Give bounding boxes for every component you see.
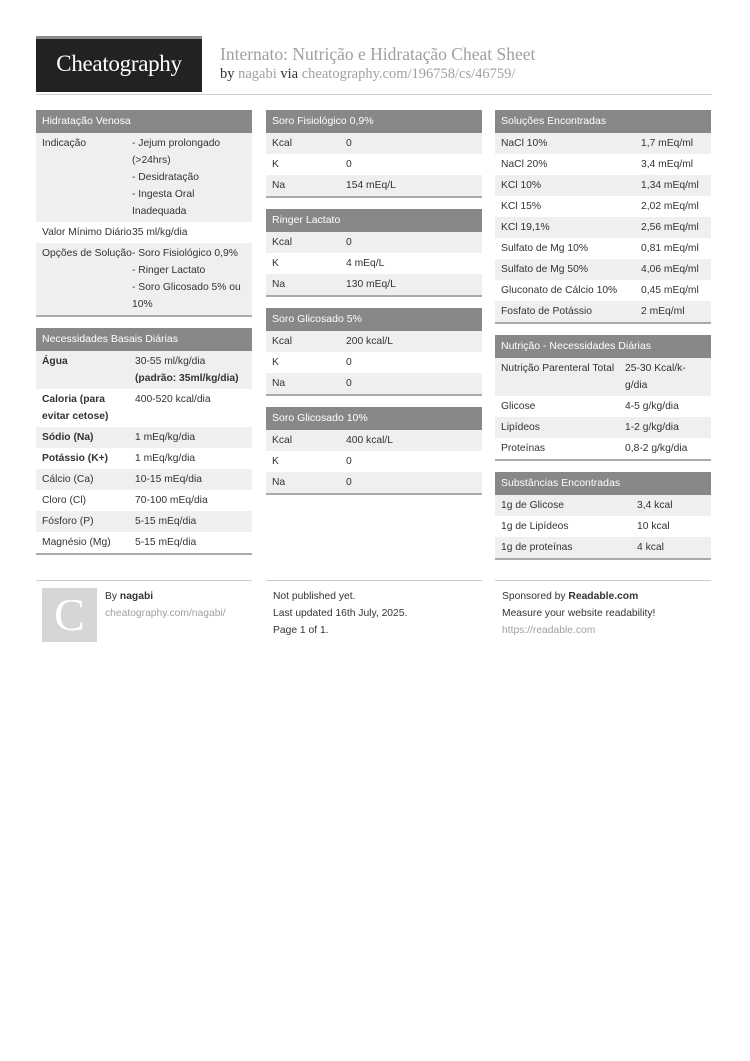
row-label: Kcal <box>272 237 293 248</box>
table-row <box>495 280 711 301</box>
row-value-line: 1-2 g/kg/dia <box>625 422 679 433</box>
table-row <box>266 232 482 253</box>
title-block <box>220 44 535 84</box>
section-title: Soro Glicosado 10% <box>266 407 482 430</box>
row-label: Magnésio (Mg) <box>42 537 111 548</box>
table-row <box>36 243 252 315</box>
table-row <box>495 133 711 154</box>
table-row <box>36 448 252 469</box>
row-label: Potássio (K+) <box>42 453 109 464</box>
row-value <box>637 518 705 535</box>
row-value <box>132 224 246 241</box>
table-row <box>266 175 482 196</box>
footer-author <box>105 588 255 622</box>
byline-by: by <box>220 66 235 82</box>
section-solucoes-encontradas <box>495 110 711 324</box>
section-ringer-lactato <box>266 209 482 297</box>
row-value <box>641 261 705 278</box>
row-label: KCl 15% <box>501 201 542 212</box>
page-title: Internato: Nutrição e Hidratação Cheat Sheet <box>220 44 536 64</box>
row-label: Opções de Solução <box>42 248 132 259</box>
row-value <box>641 282 705 299</box>
header-divider <box>36 94 712 95</box>
row-value-line: 0 <box>346 237 352 248</box>
row-value <box>135 450 246 467</box>
row-value-line: 200 kcal/L <box>346 336 393 347</box>
row-value <box>135 391 246 425</box>
row-value-line: 3,4 kcal <box>637 500 673 511</box>
column-1 <box>36 110 252 566</box>
row-value-line: 4 mEq/L <box>346 258 385 269</box>
footer-divider-2 <box>266 580 482 581</box>
table-row <box>495 196 711 217</box>
section-soro-fisiologico-0-9 <box>266 110 482 198</box>
row-value-line: 400-520 kcal/dia <box>135 394 211 405</box>
row-value-line: - Soro Glicosado 5% ou 10% <box>132 282 241 310</box>
row-label: Lipídeos <box>501 422 540 433</box>
table-row <box>36 532 252 553</box>
section-necessidades-basais-diarias <box>36 328 252 555</box>
section-title: Soro Fisiológico 0,9% <box>266 110 482 133</box>
row-value <box>641 219 705 236</box>
table-row <box>495 175 711 196</box>
row-label: Na <box>272 180 286 191</box>
row-label: Água <box>42 356 68 367</box>
section-rows <box>266 133 482 196</box>
row-value <box>641 177 705 194</box>
row-value-line: 130 mEq/L <box>346 279 396 290</box>
section-rows <box>36 133 252 315</box>
row-value <box>641 135 705 152</box>
row-value-line: 4,06 mEq/ml <box>641 264 699 275</box>
footer-author-link[interactable]: nagabi <box>119 591 154 602</box>
row-label: Kcal <box>272 138 293 149</box>
row-label: Kcal <box>272 435 293 446</box>
row-value-line: 35 ml/kg/dia <box>132 227 188 238</box>
table-row <box>36 511 252 532</box>
table-row <box>495 516 711 537</box>
row-label: 1g de Glicose <box>501 500 564 511</box>
byline <box>220 64 535 84</box>
footer-sponsor-line <box>502 588 718 605</box>
row-value-line: 3,4 mEq/ml <box>641 159 694 170</box>
section-title: Soro Glicosado 5% <box>266 308 482 331</box>
row-value-line: 2 mEq/ml <box>641 306 685 317</box>
row-label: Gluconato de Cálcio 10% <box>501 285 618 296</box>
table-row <box>266 253 482 274</box>
row-label: Caloria (para evitar cetose) <box>42 394 109 422</box>
row-value <box>637 539 705 556</box>
row-label: Proteínas <box>501 443 546 454</box>
row-value <box>346 255 476 272</box>
row-label: Fósforo (P) <box>42 516 94 527</box>
row-value <box>135 429 246 446</box>
row-label: Sódio (Na) <box>42 432 94 443</box>
row-value <box>625 419 705 436</box>
table-row <box>36 351 252 389</box>
row-value <box>637 497 705 514</box>
table-row <box>495 259 711 280</box>
row-value <box>346 474 476 491</box>
row-value-line: 0,8-2 g/kg/dia <box>625 443 688 454</box>
footer-divider-3 <box>495 580 711 581</box>
table-row <box>495 238 711 259</box>
row-value-line: 0 <box>346 378 352 389</box>
footer-sponsor-url[interactable]: https://readable.com <box>502 625 596 636</box>
row-value-line: 4-5 g/kg/dia <box>625 401 679 412</box>
row-value <box>346 177 476 194</box>
table-row <box>495 358 711 396</box>
section-title: Soluções Encontradas <box>495 110 711 133</box>
row-value-line: 25-30 Kcal/k-g/dia <box>625 363 686 391</box>
row-value-line: (padrão: 35ml/kg/dia) <box>135 373 239 384</box>
section-title: Hidratação Venosa <box>36 110 252 133</box>
row-value-line: - Jejum prolongado (>24hrs) <box>132 138 221 166</box>
footer-published: Not published yet. <box>273 591 356 602</box>
table-row <box>266 352 482 373</box>
section-rows <box>266 331 482 394</box>
table-row <box>266 331 482 352</box>
row-value <box>346 333 476 350</box>
section-substancias-encontradas <box>495 472 711 560</box>
table-row <box>495 154 711 175</box>
column-3 <box>495 110 711 571</box>
row-value <box>346 432 476 449</box>
row-label: KCl 19,1% <box>501 222 550 233</box>
column-2 <box>266 110 482 506</box>
footer-updated: Last updated 16th July, 2025. <box>273 608 408 619</box>
footer-by-label: By <box>105 591 118 602</box>
row-value-line: 10-15 mEq/dia <box>135 474 202 485</box>
row-value <box>625 398 705 415</box>
row-label: Fosfato de Potássio <box>501 306 593 317</box>
row-value-line: 400 kcal/L <box>346 435 393 446</box>
row-value <box>346 276 476 293</box>
row-label: K <box>272 357 279 368</box>
row-value <box>346 354 476 371</box>
row-value-line: 30-55 ml/kg/dia <box>135 356 206 367</box>
section-rows <box>495 495 711 558</box>
table-row <box>266 133 482 154</box>
section-title: Ringer Lactato <box>266 209 482 232</box>
author-avatar[interactable]: C <box>42 588 97 642</box>
table-row <box>495 396 711 417</box>
row-value-line: 2,02 mEq/ml <box>641 201 699 212</box>
table-row <box>495 301 711 322</box>
table-row <box>495 417 711 438</box>
row-value-line: 70-100 mEq/dia <box>135 495 208 506</box>
footer-sponsor-tagline: Measure your website readability! <box>502 608 656 619</box>
row-value-line: 4 kcal <box>637 542 664 553</box>
row-label: NaCl 20% <box>501 159 548 170</box>
cheatography-logo[interactable]: Cheatography <box>36 36 202 92</box>
row-value <box>641 303 705 320</box>
footer-sponsor <box>502 588 718 639</box>
row-value-line: 5-15 mEq/dia <box>135 537 197 548</box>
footer-page: Page 1 of 1. <box>273 625 329 636</box>
section-rows <box>495 133 711 322</box>
section-soro-glicosado-10 <box>266 407 482 495</box>
row-value <box>132 135 246 220</box>
row-value-line: 10 kcal <box>637 521 670 532</box>
table-row <box>495 537 711 558</box>
row-label: Indicação <box>42 138 87 149</box>
row-value <box>346 375 476 392</box>
row-label: Kcal <box>272 336 293 347</box>
row-value-line: 0 <box>346 159 352 170</box>
row-label: K <box>272 258 279 269</box>
row-value-line: 0 <box>346 357 352 368</box>
section-title: Substâncias Encontradas <box>495 472 711 495</box>
row-value <box>135 353 246 387</box>
table-row <box>495 217 711 238</box>
row-value <box>135 471 246 488</box>
table-row <box>266 430 482 451</box>
table-row <box>495 438 711 459</box>
footer-sponsor-link[interactable]: Readable.com <box>568 591 639 602</box>
section-rows <box>495 358 711 459</box>
row-label: Na <box>272 477 286 488</box>
row-label: Cálcio (Ca) <box>42 474 94 485</box>
row-value-line: - Soro Fisiológico 0,9% <box>132 248 238 259</box>
row-value <box>625 360 705 394</box>
row-value <box>346 156 476 173</box>
table-row <box>266 373 482 394</box>
footer-author-url[interactable]: cheatography.com/nagabi/ <box>105 608 226 619</box>
row-label: 1g de proteínas <box>501 542 573 553</box>
footer-divider-1 <box>36 580 252 581</box>
row-label: Valor Mínimo Diário <box>42 227 132 238</box>
row-value <box>135 534 246 551</box>
row-value <box>641 240 705 257</box>
table-row <box>266 274 482 295</box>
row-label: 1g de Lipídeos <box>501 521 569 532</box>
row-value-line: 0,81 mEq/ml <box>641 243 699 254</box>
table-row <box>266 451 482 472</box>
section-rows <box>36 351 252 553</box>
table-row <box>36 469 252 490</box>
row-value-line: - Ringer Lactato <box>132 265 206 276</box>
row-value <box>346 135 476 152</box>
row-value-line: 154 mEq/L <box>346 180 396 191</box>
section-title: Nutrição - Necessidades Diárias <box>495 335 711 358</box>
row-value <box>135 492 246 509</box>
row-label: Na <box>272 279 286 290</box>
row-label: Na <box>272 378 286 389</box>
row-value <box>346 234 476 251</box>
row-value-line: 0 <box>346 138 352 149</box>
header <box>36 36 712 94</box>
row-label: Sulfato de Mg 10% <box>501 243 589 254</box>
footer-sponsored-prefix: Sponsored by <box>502 591 566 602</box>
section-nutricao-necessidades-diarias <box>495 335 711 461</box>
row-label: Nutrição Parenteral Total <box>501 363 615 374</box>
row-value-line: 1,7 mEq/ml <box>641 138 694 149</box>
row-value <box>641 198 705 215</box>
row-value <box>625 440 705 457</box>
row-label: Sulfato de Mg 50% <box>501 264 589 275</box>
section-soro-glicosado-5 <box>266 308 482 396</box>
row-label: KCl 10% <box>501 180 542 191</box>
section-rows <box>266 232 482 295</box>
row-label: Glicose <box>501 401 536 412</box>
row-value-line: 1 mEq/kg/dia <box>135 432 196 443</box>
section-hidratacao-venosa <box>36 110 252 317</box>
row-value <box>132 245 246 313</box>
row-value-line: 0,45 mEq/ml <box>641 285 699 296</box>
row-value <box>346 453 476 470</box>
row-value-line: 1 mEq/kg/dia <box>135 453 196 464</box>
row-value-line: 1,34 mEq/ml <box>641 180 699 191</box>
table-row <box>36 427 252 448</box>
table-row <box>495 495 711 516</box>
byline-author-link[interactable]: nagabi <box>238 66 277 82</box>
row-value-line: - Desidratação <box>132 172 199 183</box>
table-row <box>36 222 252 243</box>
row-value-line: - Ingesta Oral Inadequada <box>132 189 195 217</box>
footer-publish-info <box>273 588 489 639</box>
row-value-line: 0 <box>346 456 352 467</box>
table-row <box>266 472 482 493</box>
table-row <box>36 490 252 511</box>
section-rows <box>266 430 482 493</box>
table-row <box>36 389 252 427</box>
byline-url-link[interactable]: cheatography.com/196758/cs/46759/ <box>301 66 516 82</box>
table-row <box>36 133 252 222</box>
row-label: K <box>272 159 279 170</box>
row-value-line: 0 <box>346 477 352 488</box>
section-title: Necessidades Basais Diárias <box>36 328 252 351</box>
row-label: Cloro (Cl) <box>42 495 87 506</box>
footer-author-line <box>105 588 255 605</box>
row-value-line: 2,56 mEq/ml <box>641 222 699 233</box>
row-label: K <box>272 456 279 467</box>
row-value <box>641 156 705 173</box>
row-value <box>135 513 246 530</box>
row-label: NaCl 10% <box>501 138 548 149</box>
byline-via: via <box>280 66 299 82</box>
row-value-line: 5-15 mEq/dia <box>135 516 197 527</box>
table-row <box>266 154 482 175</box>
